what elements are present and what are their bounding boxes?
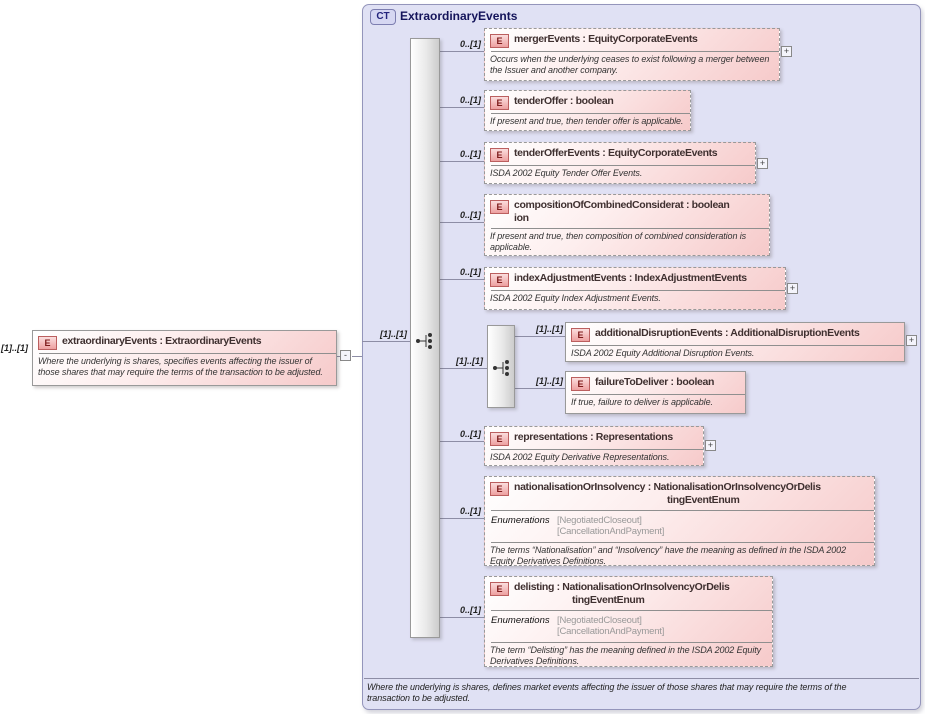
element-tenderOffer[interactable] (484, 90, 691, 131)
element-title: delisting : NationalisationOrInsolvencyOrDelis (514, 581, 730, 593)
element-annotation: Where the underlying is shares, specifies events affecting the issuer of those shares that may require the terms of the transaction to be adjusted. (38, 356, 323, 377)
element-title: nationalisationOrInsolvency : NationalisationOrInsolvencyOrDelis (514, 481, 821, 493)
sequence-icon (414, 332, 436, 350)
enumerations-row (485, 512, 874, 539)
complex-type-annotation: Where the underlying is shares, defines market events affecting the issuer of those shares that may require the terms of the transaction to be adjusted. (367, 682, 847, 703)
element-annotation: Occurs when the underlying ceases to exist following a merger between the Issuer and another company. (490, 54, 770, 75)
connector-line (440, 51, 484, 52)
cardinality-label: 0..[1] (459, 267, 481, 277)
element-annotation: If true, failure to deliver is applicable. (571, 397, 713, 407)
element-title-wrap: tingEventEnum (572, 594, 645, 606)
enumeration-value: [CancellationAndPayment] (557, 626, 665, 637)
enumeration-value: [NegotiatedCloseout] (557, 615, 642, 626)
connector-line (440, 368, 487, 369)
expand-toggle[interactable]: + (787, 283, 798, 294)
connector-line (440, 161, 484, 162)
cardinality-label: [1]..[1] (1, 343, 28, 353)
divider (491, 165, 755, 166)
divider (39, 353, 336, 354)
divider (491, 51, 779, 52)
element-icon: E (490, 200, 509, 214)
connector-line (440, 617, 484, 618)
element-title: mergerEvents : EquityCorporateEvents (514, 33, 698, 45)
element-icon: E (490, 582, 509, 596)
divider (491, 510, 874, 511)
cardinality-label: [1]..[1] (536, 324, 563, 334)
element-representations[interactable] (484, 426, 704, 466)
complex-type-title: ExtraordinaryEvents (400, 9, 518, 23)
collapse-toggle[interactable]: - (340, 350, 351, 361)
enumeration-value: [NegotiatedCloseout] (557, 515, 642, 526)
cardinality-label: 0..[1] (459, 506, 481, 516)
element-title-wrap: tingEventEnum (667, 494, 740, 506)
connector-line (440, 107, 484, 108)
divider (491, 542, 874, 543)
element-annotation: ISDA 2002 Equity Additional Disruption Events. (571, 348, 755, 358)
connector-line (440, 222, 484, 223)
divider (491, 610, 772, 611)
connector-line (440, 441, 484, 442)
element-extraordinaryEvents[interactable] (32, 330, 337, 386)
element-title: tenderOffer : boolean (514, 95, 614, 107)
expand-toggle[interactable]: + (757, 158, 768, 169)
element-compositionOfCombinedConsideration[interactable] (484, 194, 770, 256)
element-icon: E (38, 336, 57, 350)
expand-toggle[interactable]: + (781, 46, 792, 57)
divider (491, 228, 769, 229)
complex-type-badge: CT (370, 9, 396, 25)
element-icon: E (490, 273, 509, 287)
element-annotation: ISDA 2002 Equity Index Adjustment Events. (490, 293, 661, 303)
element-title: failureToDeliver : boolean (595, 376, 715, 388)
element-title: extraordinaryEvents : ExtraordinaryEvents (62, 335, 262, 347)
element-title: tenderOfferEvents : EquityCorporateEvents (514, 147, 718, 159)
divider (491, 113, 690, 114)
element-icon: E (571, 328, 590, 342)
sequence-icon (491, 359, 513, 377)
element-title: additionalDisruptionEvents : AdditionalDisruptionEvents (595, 327, 860, 339)
cardinality-label: 0..[1] (459, 149, 481, 159)
connector-line (352, 356, 362, 357)
connector-line (440, 518, 484, 519)
element-failureToDeliver[interactable] (565, 371, 746, 414)
enumerations-row (485, 612, 772, 639)
connector-line (515, 336, 565, 337)
cardinality-label: [1]..[1] (380, 329, 407, 339)
element-annotation: ISDA 2002 Equity Tender Offer Events. (490, 168, 643, 178)
element-mergerEvents[interactable] (484, 28, 780, 81)
element-icon: E (490, 96, 509, 110)
element-delisting[interactable] (484, 576, 773, 667)
cardinality-label: [1]..[1] (536, 376, 563, 386)
element-icon: E (490, 148, 509, 162)
divider (491, 290, 785, 291)
enumerations-label: Enumerations (491, 615, 550, 626)
element-title: representations : Representations (514, 431, 673, 443)
element-title: indexAdjustmentEvents : IndexAdjustmentEvents (514, 272, 747, 284)
element-icon: E (490, 482, 509, 496)
element-indexAdjustmentEvents[interactable] (484, 267, 786, 310)
cardinality-label: 0..[1] (459, 605, 481, 615)
element-annotation: The terms “Nationalisation” and “Insolvency” have the meaning as defined in the ISDA 2002 Equity Derivatives Definitions. (490, 545, 846, 566)
element-icon: E (490, 34, 509, 48)
element-title: compositionOfCombinedConsiderat : boolean (514, 199, 730, 211)
connector-line (440, 279, 484, 280)
element-additionalDisruptionEvents[interactable] (565, 322, 905, 362)
cardinality-label: [1]..[1] (456, 356, 483, 366)
element-tenderOfferEvents[interactable] (484, 142, 756, 184)
connector-line (362, 341, 410, 342)
enumerations-label: Enumerations (491, 515, 550, 526)
element-nationalisationOrInsolvency[interactable] (484, 476, 875, 566)
connector-line (515, 388, 565, 389)
cardinality-label: 0..[1] (459, 429, 481, 439)
divider (572, 394, 745, 395)
enumeration-value: [CancellationAndPayment] (557, 526, 665, 537)
element-icon: E (490, 432, 509, 446)
cardinality-label: 0..[1] (459, 95, 481, 105)
cardinality-label: 0..[1] (459, 210, 481, 220)
element-title-wrap: ion (514, 212, 529, 224)
element-icon: E (571, 377, 590, 391)
expand-toggle[interactable]: + (705, 440, 716, 451)
expand-toggle[interactable]: + (906, 335, 917, 346)
divider (364, 678, 919, 679)
cardinality-label: 0..[1] (459, 39, 481, 49)
element-annotation: If present and true, then composition of combined consideration is applicable. (490, 231, 747, 252)
element-annotation: The term “Delisting” has the meaning defined in the ISDA 2002 Equity Derivatives Definitions. (490, 645, 762, 666)
element-annotation: ISDA 2002 Equity Derivative Representations. (490, 452, 670, 462)
divider (572, 345, 904, 346)
divider (491, 642, 772, 643)
divider (491, 449, 703, 450)
element-annotation: If present and true, then tender offer is applicable. (490, 116, 684, 126)
